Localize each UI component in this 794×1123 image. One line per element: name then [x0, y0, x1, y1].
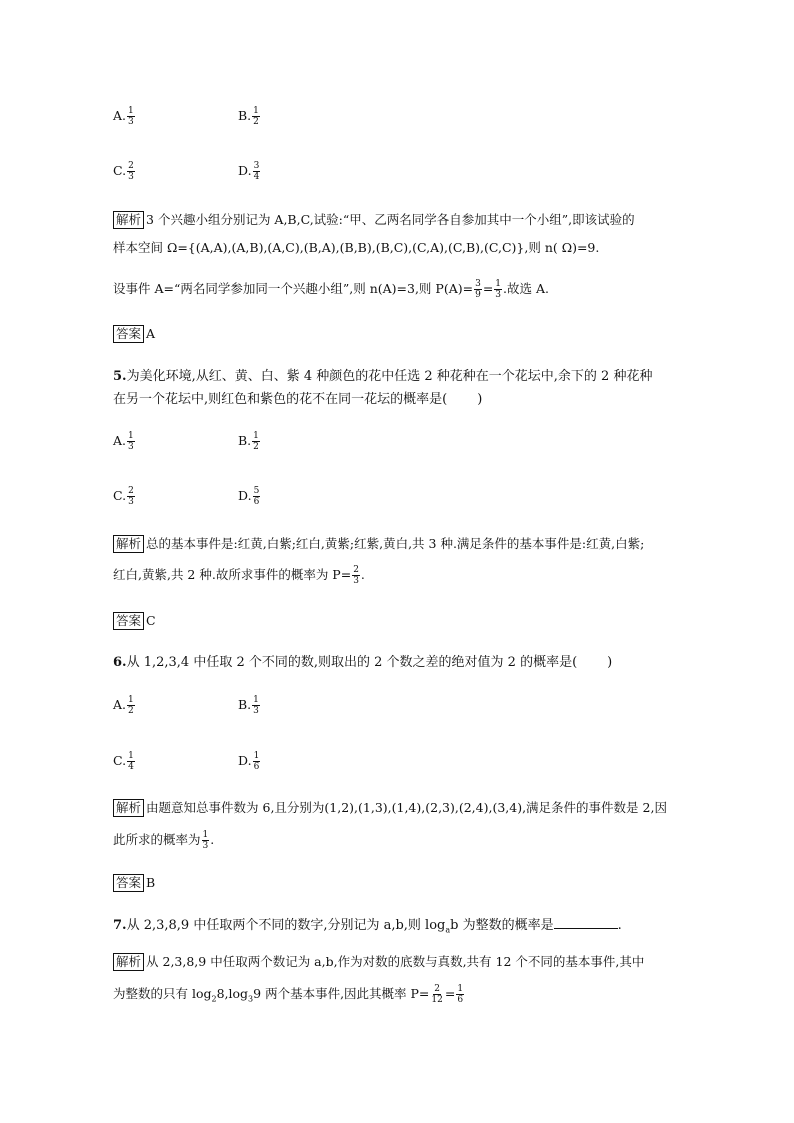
q4-answer: 答案 A — [113, 325, 155, 343]
q6-option-a: A. $\frac{1}{2}$ — [113, 695, 134, 716]
fraction: $\frac{1}{3}$ — [253, 695, 259, 716]
q5-option-c: C. $\frac{2}{3}$ — [113, 486, 134, 507]
q6-option-d: D. $\frac{1}{6}$ — [238, 751, 260, 772]
fraction: $\frac{3}{4}$ — [253, 161, 260, 182]
answer-label: 答案 — [113, 325, 144, 343]
q6-text: 6.从 1,2,3,4 中任取 2 个不同的数,则取出的 2 个数之差的绝对值为 2 的概率是( ) — [113, 655, 613, 670]
q5-answer: 答案 C — [113, 612, 156, 630]
q6-answer: 答案 B — [113, 874, 155, 892]
q4-analysis-line-3: 设事件 A=“两名同学参加同一个兴趣小组”,则 n(A)=3,则 P(A)= $\frac{3}{9}$ = $\frac{1}{3}$ .故选 A. — [113, 279, 549, 300]
fraction: $\frac{1}{3}$ — [202, 830, 209, 851]
q7-text: 7.从 2,3,8,9 中任取两个不同的数字,分别记为 a,b,则 $\log_ab$ 为整数的概率是 . — [113, 918, 622, 935]
q6-analysis-line-2: 此所求的概率为 $\frac{1}{3}$ . — [113, 830, 215, 851]
fraction: $\frac{1}{3}$ — [128, 431, 134, 452]
analysis-label: 解析 — [113, 799, 144, 817]
analysis-label: 解析 — [113, 535, 144, 553]
fraction: $\frac{1}{3}$ — [128, 106, 134, 127]
q4-option-b: B. $\frac{1}{2}$ — [238, 106, 259, 127]
q6-analysis-line-1: 解析 由题意知总事件数为 6,且分别为(1,2),(1,3),(1,4),(2,3),(2,4),(3,4),满足条件的事件数是 2,因 — [113, 798, 667, 817]
q5-analysis-line-2: 红白,黄紫,共 2 种.故所求事件的概率为 P= $\frac{2}{3}$ . — [113, 565, 365, 586]
q4-option-a: A. $\frac{1}{3}$ — [113, 106, 134, 127]
answer-label: 答案 — [113, 874, 144, 892]
q7-analysis-line-1: 解析 从 2,3,8,9 中任取两个数记为 a,b,作为对数的底数与真数,共有 12 个不同的基本事件,其中 — [113, 952, 644, 971]
q7-analysis-line-2: 为整数的只有 $\log_28,\log_39$ 两个基本事件,因此其概率 P= $\frac{2}{12}$ = $\frac{1}{6}$ — [113, 984, 464, 1005]
fraction: $\frac{1}{6}$ — [253, 751, 260, 772]
fraction: $\frac{1}{6}$ — [457, 984, 464, 1005]
q6-option-c: C. $\frac{1}{4}$ — [113, 751, 134, 772]
q4-analysis-line-2: 样本空间 Ω={(A,A),(A,B),(A,C),(B,A),(B,B),(B,C),(C,A),(C,B),(C,C)},则 n( Ω)=9. — [113, 240, 600, 255]
analysis-label: 解析 — [113, 211, 144, 229]
fraction: $\frac{3}{9}$ — [475, 279, 481, 300]
fraction: $\frac{1}{2}$ — [253, 431, 259, 452]
fraction: $\frac{5}{6}$ — [253, 486, 260, 507]
answer-blank — [554, 916, 618, 929]
fraction: $\frac{1}{4}$ — [128, 751, 134, 772]
fraction: $\frac{2}{3}$ — [128, 486, 134, 507]
q4-analysis-line-1: 解析 3 个兴趣小组分别记为 A,B,C,试验:“甲、乙两名同学各自参加其中一个小组”,即该试验的 — [113, 210, 635, 229]
q5-analysis-line-1: 解析 总的基本事件是:红黄,白紫;红白,黄紫;红紫,黄白,共 3 种.满足条件的基本事件是:红黄,白紫; — [113, 534, 644, 553]
q5-text-line-1: 5.为美化环境,从红、黄、白、紫 4 种颜色的花中任选 2 种花种在一个花坛中,余下的 2 种花种 — [113, 369, 653, 384]
fraction: $\frac{1}{3}$ — [495, 279, 502, 300]
fraction: $\frac{1}{2}$ — [128, 695, 134, 716]
q4-option-c: C. $\frac{2}{3}$ — [113, 161, 134, 182]
q4-option-d: D. $\frac{3}{4}$ — [238, 161, 260, 182]
analysis-label: 解析 — [113, 953, 144, 971]
q5-text-line-2: 在另一个花坛中,则红色和紫色的花不在同一花坛的概率是( ) — [113, 392, 483, 407]
fraction: $\frac{1}{2}$ — [253, 106, 259, 127]
q5-option-a: A. $\frac{1}{3}$ — [113, 431, 134, 452]
q5-option-d: D. $\frac{5}{6}$ — [238, 486, 260, 507]
fraction: $\frac{2}{3}$ — [128, 161, 134, 182]
q5-option-b: B. $\frac{1}{2}$ — [238, 431, 259, 452]
answer-label: 答案 — [113, 612, 144, 630]
fraction: $\frac{2}{12}$ — [431, 984, 443, 1005]
fraction: $\frac{2}{3}$ — [353, 565, 359, 586]
q6-option-b: B. $\frac{1}{3}$ — [238, 695, 259, 716]
